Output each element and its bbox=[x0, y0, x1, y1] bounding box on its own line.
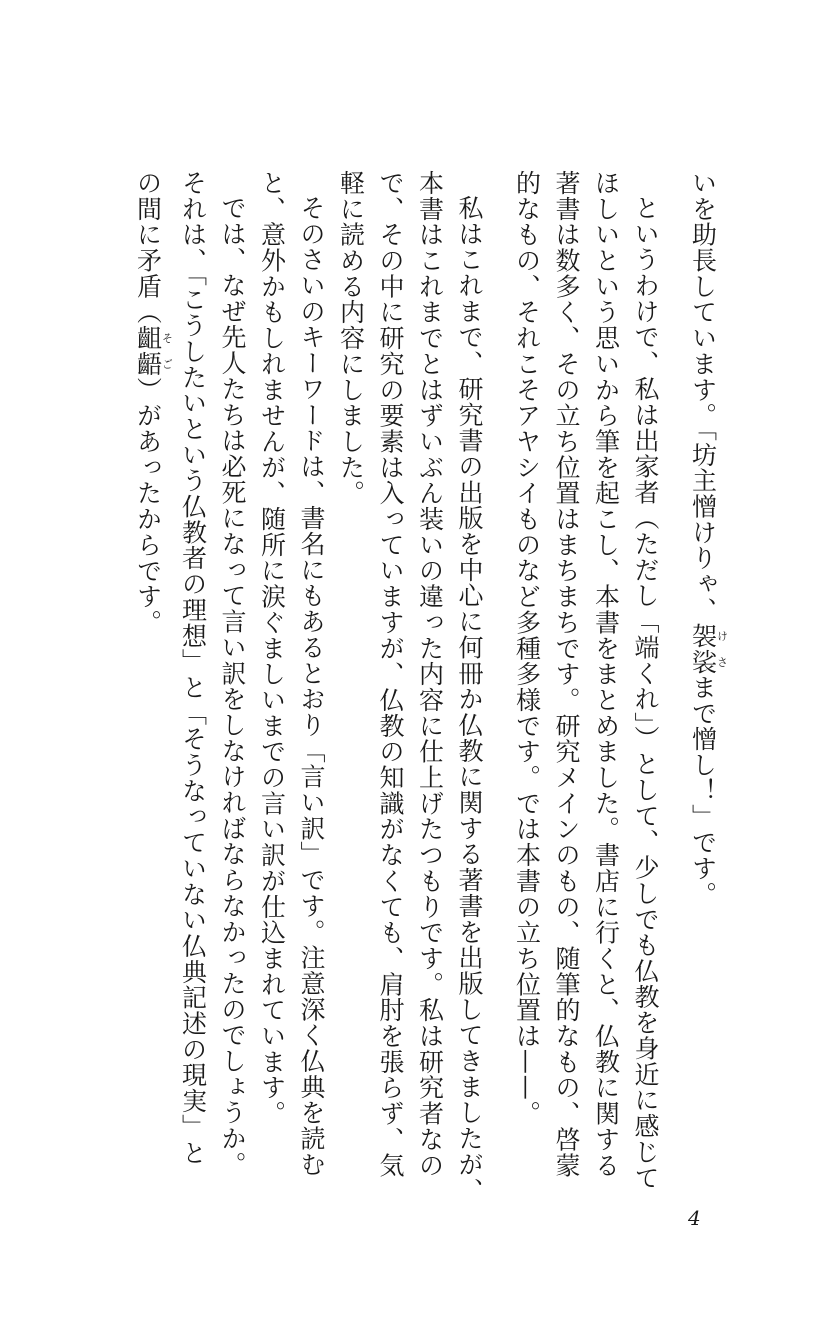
text-line-3: ほしいという思いから筆を起こし、本書をまとめました。書店に行くと、仏教に関する bbox=[591, 170, 621, 1179]
text-line-14: の間に矛盾（齟齬そご）があったからです。 bbox=[133, 170, 174, 636]
text-line-2: というわけで、私は出家者（ただし「端くれ」）として、少しでも仏教を身近に感じて bbox=[631, 195, 660, 1191]
text-line-10: そのさいのキーワードは、書名にもあるとおり「言い訳」です。注意深く仏典を読む bbox=[297, 195, 326, 1178]
page-number: 4 bbox=[688, 1206, 701, 1230]
text-line-9: 軽に読める内容にしました。 bbox=[336, 170, 366, 507]
ruby-kesa: 袈裟けさ bbox=[688, 622, 729, 675]
text-line-6: 私はこれまで、研究書の出版を中心に何冊か仏教に関する著書を出版してきましたが、 bbox=[455, 195, 484, 1204]
text-line-13: それは、「こうしたいという仏教者の理想」と「そうなっていない仏典記述の現実」と bbox=[178, 170, 208, 1166]
vertical-text-block bbox=[108, 170, 729, 1204]
text-line-8: で、その中に研究の要素は入っていますが、仏教の知識がなくても、肩肘を張らず、気 bbox=[376, 170, 405, 1179]
text-line-1: いを助長しています。「坊主憎けりゃ、袈裟けさまで憎し！」です。 bbox=[688, 170, 729, 908]
paragraph-gap bbox=[665, 170, 683, 1170]
ruby-sogo: 齟齬そご bbox=[133, 325, 174, 377]
paragraph-gap bbox=[489, 170, 507, 1170]
text-line-12: では、なぜ先人たちは必死になって言い訳をしなければならなかったのでしょうか。 bbox=[218, 195, 247, 1178]
text-line-7: 本書はこれまでとはずいぶん装いの違った内容に仕上げたつもりです。私は研究者なの bbox=[415, 170, 445, 1179]
text-line-5: 的なもの、それこそアヤシイものなど多種多様です。では本書の立ち位置は——。 bbox=[512, 170, 542, 1127]
text-line-11: と、意外かもしれませんが、随所に涙ぐましいまでの言い訳が仕込まれています。 bbox=[257, 170, 287, 1127]
text-line-4: 著書は数多く、その立ち位置はまちまちです。研究メインのもの、随筆的なもの、啓蒙 bbox=[552, 170, 581, 1179]
